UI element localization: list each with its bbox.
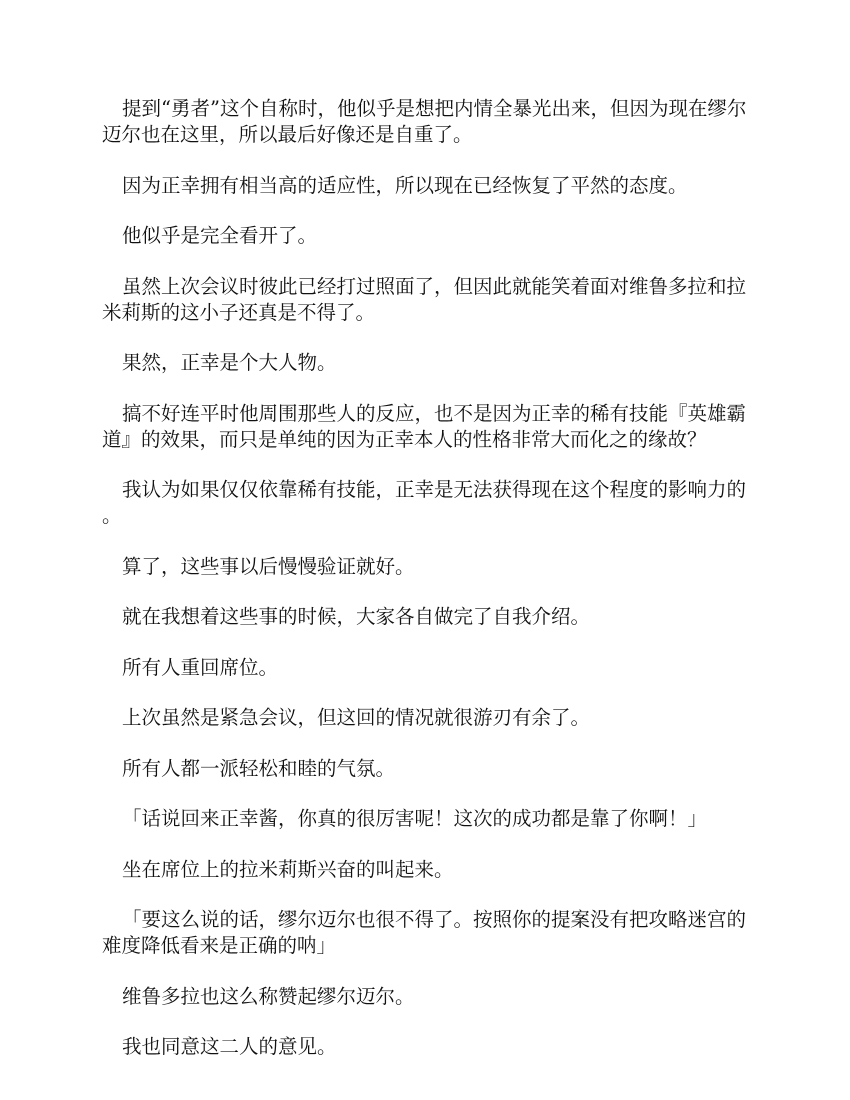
- paragraph-7: 我认为如果仅仅依靠稀有技能，正幸是无法获得现在这个程度的影响力的。: [102, 478, 747, 527]
- paragraph-10: 所有人重回席位。: [122, 655, 279, 679]
- document-body: [102, 96, 754, 1085]
- paragraph-5: 果然，正幸是个大人物。: [122, 351, 337, 374]
- paragraph-8: 算了，这些事以后慢慢验证就好。: [122, 554, 415, 578]
- paragraph-17: 我也同意这二人的意见。: [122, 1035, 337, 1058]
- paragraph-3: 他似乎是完全看开了。: [122, 224, 318, 247]
- paragraph-15: 「要这么说的话，缪尔迈尔也很不得了。按照你的提案没有把攻略迷宫的难度降低看来是正确的呐」: [102, 908, 747, 957]
- paragraph-14: 坐在席位上的拉米莉斯兴奋的叫起来。: [122, 857, 454, 881]
- paragraph-12: 所有人都一派轻松和睦的气氛。: [122, 756, 396, 780]
- paragraph-9: 就在我想着这些事的时候，大家各自做完了自我介绍。: [122, 605, 591, 628]
- paragraph-16: 维鲁多拉也这么称赞起缪尔迈尔。: [122, 984, 415, 1008]
- paragraph-2: 因为正幸拥有相当高的适应性，所以现在已经恢复了平然的态度。: [122, 173, 688, 197]
- paragraph-11: 上次虽然是紧急会议，但这回的情况就很游刃有余了。: [122, 706, 591, 729]
- paragraph-4: 虽然上次会议时彼此已经打过照面了，但因此就能笑着面对维鲁多拉和拉米莉斯的这小子还真是不得了。: [102, 274, 747, 324]
- paragraph-1: 提到“勇者”这个自称时，他似乎是想把内情全暴光出来，但因为现在缪尔迈尔也在这里，所以最后好像还是自重了。: [102, 97, 747, 146]
- paragraph-13: 「话说回来正幸酱，你真的很厉害呢！这次的成功都是靠了你啊！」: [122, 807, 708, 830]
- paragraph-6: 搞不好连平时他周围那些人的反应，也不是因为正幸的稀有技能『英雄霸道』的效果，而只是单纯的因为正幸本人的性格非常大而化之的缘故？: [102, 401, 747, 451]
